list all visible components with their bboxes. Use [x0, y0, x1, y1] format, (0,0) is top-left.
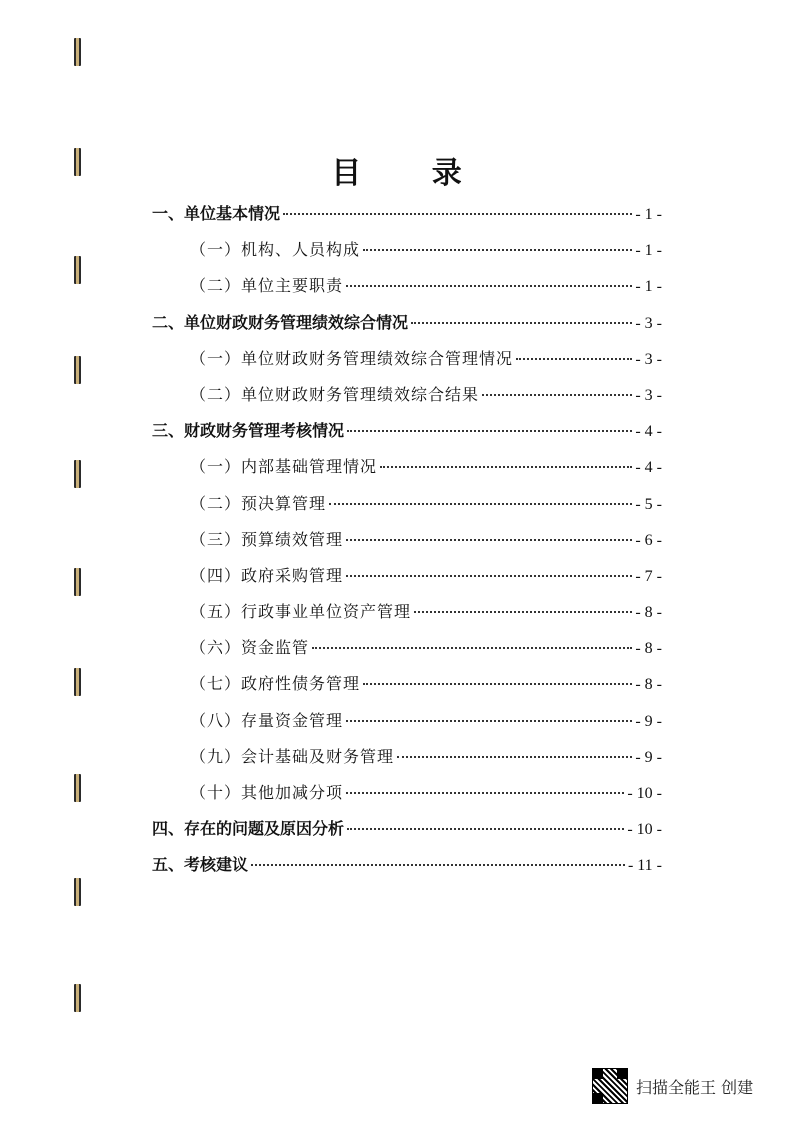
toc-entry-label: 一、单位基本情况 [152, 204, 281, 223]
toc-leader-dots [397, 755, 632, 758]
toc-page-number: - 3 - [635, 386, 662, 404]
toc-leader-dots [411, 321, 632, 324]
toc-entry-label: （三）预算绩效管理 [190, 529, 344, 549]
table-of-contents [152, 196, 662, 884]
binding-hole [74, 774, 81, 802]
toc-entry[interactable] [152, 377, 662, 413]
toc-entry[interactable] [152, 775, 662, 811]
toc-page-number: - 11 - [627, 857, 662, 875]
toc-entry-label: 三、财政财务管理考核情况 [152, 421, 345, 441]
toc-entry[interactable] [152, 232, 662, 268]
binding-hole [74, 984, 81, 1012]
toc-leader-dots [347, 429, 632, 432]
toc-entry-label: （二）单位主要职责 [190, 276, 344, 296]
toc-entry[interactable] [152, 739, 662, 775]
toc-entry[interactable] [152, 196, 662, 232]
toc-leader-dots [346, 284, 632, 287]
toc-leader-dots [329, 502, 632, 505]
toc-entry[interactable] [152, 558, 662, 594]
toc-leader-dots [251, 863, 625, 866]
toc-entry[interactable] [152, 268, 662, 304]
toc-leader-dots [363, 682, 632, 685]
toc-page-number: - 8 - [635, 676, 662, 694]
toc-leader-dots [516, 357, 632, 360]
toc-leader-dots [347, 827, 624, 830]
toc-leader-dots [346, 719, 632, 722]
toc-page-number: - 8 - [635, 604, 662, 622]
toc-page-number: - 3 - [635, 350, 662, 368]
toc-page-number: - 3 - [635, 314, 662, 332]
qr-code-icon [592, 1068, 628, 1104]
toc-entry-label: 二、单位财政财务管理绩效综合情况 [152, 312, 409, 332]
toc-entry[interactable] [152, 341, 662, 377]
page-title: 目 录 [331, 156, 492, 191]
binding-hole [74, 668, 81, 696]
toc-entry-label: （一）单位财政财务管理绩效综合管理情况 [190, 348, 514, 368]
toc-entry-label: （十）其他加减分项 [190, 783, 344, 802]
toc-leader-dots [283, 212, 632, 215]
toc-page-number: - 4 - [635, 423, 662, 441]
toc-leader-dots [380, 465, 632, 468]
toc-entry[interactable] [152, 703, 662, 739]
toc-page-number: - 5 - [635, 495, 662, 513]
binding-hole [74, 460, 81, 488]
toc-entry-label: （六）资金监管 [190, 638, 310, 658]
toc-entry-label: （二）单位财政财务管理绩效综合结果 [190, 384, 480, 404]
toc-leader-dots [363, 248, 632, 251]
toc-entry[interactable] [152, 630, 662, 666]
toc-entry[interactable] [152, 594, 662, 630]
toc-entry[interactable] [152, 811, 662, 847]
toc-entry[interactable] [152, 522, 662, 558]
toc-page-number: - 9 - [635, 712, 662, 730]
toc-entry[interactable] [152, 486, 662, 522]
binding-hole [74, 38, 81, 66]
binding-hole [74, 568, 81, 596]
toc-entry[interactable] [152, 413, 662, 449]
toc-page-number: - 1 - [635, 278, 662, 296]
toc-leader-dots [482, 393, 632, 396]
toc-entry-label: （五）行政事业单位资产管理 [190, 602, 412, 622]
toc-page-number: - 8 - [635, 640, 662, 658]
toc-entry[interactable] [152, 666, 662, 702]
toc-page-number: - 10 - [627, 785, 662, 802]
toc-page-number: - 9 - [635, 748, 662, 766]
toc-page-number: - 10 - [627, 821, 662, 839]
binding-hole [74, 256, 81, 284]
toc-entry-label: （一）机构、人员构成 [190, 240, 361, 260]
toc-entry-label: （八）存量资金管理 [190, 710, 344, 730]
toc-entry-label: （九）会计基础及财务管理 [190, 746, 395, 766]
toc-leader-dots [346, 538, 632, 541]
toc-entry-label: 五、考核建议 [152, 855, 249, 875]
toc-leader-dots [414, 610, 632, 613]
toc-page-number: - 1 - [635, 206, 662, 223]
toc-entry[interactable] [152, 305, 662, 341]
toc-leader-dots [346, 574, 632, 577]
watermark-text: 扫描全能王 创建 [636, 1077, 754, 1097]
toc-entry-label: （一）内部基础管理情况 [190, 457, 378, 477]
toc-page-number: - 4 - [635, 459, 662, 477]
toc-entry-label: 四、存在的问题及原因分析 [152, 819, 345, 839]
toc-leader-dots [346, 791, 624, 794]
toc-leader-dots [312, 646, 632, 649]
toc-entry[interactable] [152, 449, 662, 485]
toc-entry[interactable] [152, 847, 662, 883]
toc-entry-label: （七）政府性债务管理 [190, 674, 361, 694]
toc-page-number: - 1 - [635, 242, 662, 260]
toc-entry-label: （二）预决算管理 [190, 493, 327, 513]
toc-page-number: - 7 - [635, 567, 662, 585]
scanner-watermark [592, 1068, 753, 1104]
binding-hole [74, 878, 81, 906]
binding-hole [74, 356, 81, 384]
toc-entry-label: （四）政府采购管理 [190, 565, 344, 585]
toc-page-number: - 6 - [635, 531, 662, 549]
